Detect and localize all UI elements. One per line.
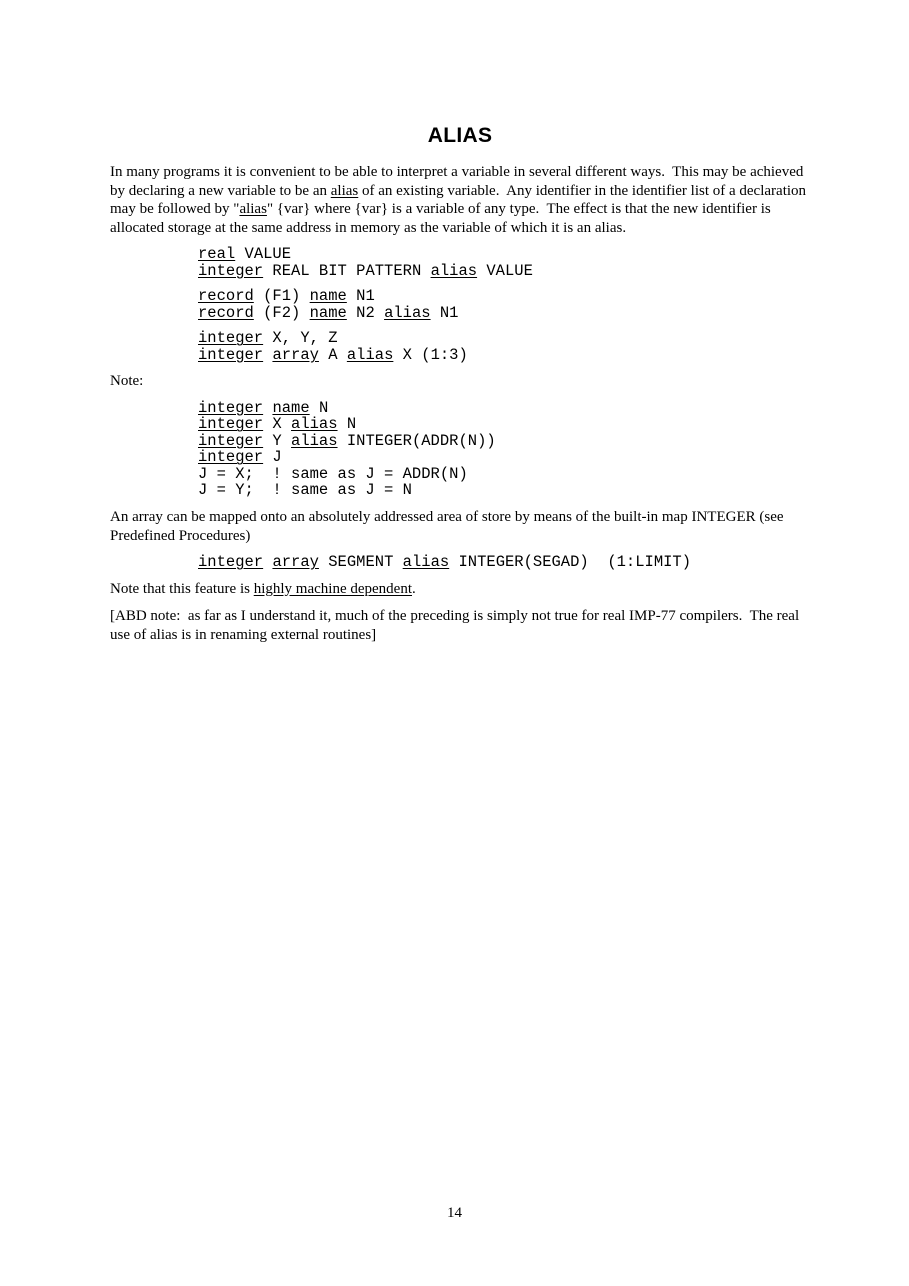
text-segment: SEGMENT [318, 553, 403, 572]
page-content [110, 125, 810, 653]
code-block-real-value [198, 246, 810, 279]
underlined-text: integer [198, 345, 264, 364]
underlined-text: real [198, 245, 236, 264]
text-segment: VALUE [235, 245, 292, 264]
text-segment: N [309, 398, 329, 417]
abd-note-paragraph: [ABD note: as far as I understand it, much of the preceding is simply not true for real IMP-77 compilers. The real use of alias is in renaming external routines] [110, 608, 803, 643]
text-segment: Y [263, 431, 292, 450]
note-label: Note: [110, 373, 144, 390]
underlined-text: integer [198, 261, 264, 280]
underlined-text: integer [198, 553, 264, 572]
underlined-text: record [198, 303, 254, 322]
underlined-text: array [272, 553, 319, 572]
underlined-text: name [272, 398, 310, 417]
underlined-text: alias [291, 415, 338, 434]
text-segment: X, Y, Z [263, 329, 338, 348]
machine-dependent-note [110, 580, 810, 599]
underlined-text: record [198, 287, 254, 306]
text-segment: INTEGER(ADDR(N)) [337, 431, 496, 450]
underlined-text: alias [346, 345, 394, 364]
underlined-text: integer [198, 329, 264, 348]
array-map-paragraph: An array can be mapped onto an absolutely addressed area of store by means of the built-in map INTEGER (see Predefined Procedures) [110, 508, 788, 544]
text-segment: (F1) [253, 287, 310, 306]
underlined-text: alias [402, 553, 450, 572]
underlined-text: integer [198, 448, 264, 467]
underlined-text: name [309, 287, 347, 306]
underlined-text: alias [239, 201, 267, 218]
code-line [198, 288, 810, 305]
code-line [198, 449, 810, 466]
text-segment: J [263, 448, 282, 467]
underlined-text: integer [198, 415, 264, 434]
underlined-text: integer [198, 398, 264, 417]
underlined-text: integer [198, 431, 264, 450]
text-segment: N1 [430, 303, 459, 322]
text-segment: N2 [346, 303, 385, 322]
text-segment: J = Y; ! same as J = N [198, 481, 412, 500]
underlined-text: highly machine dependent [253, 580, 413, 597]
intro-paragraph [110, 163, 810, 237]
text-segment: " {var} where {var} is a variable of any type. The effect is that the new identifier is allocated storage at the same address in memory as the variable of which it is an alias. [110, 201, 775, 236]
text-segment: REAL BIT PATTERN [263, 261, 431, 280]
text-segment: In many programs it is convenient to be able to interpret a variable in several different ways. This may be achieved by declaring a new variable to be an [110, 164, 808, 199]
code-line [198, 330, 810, 347]
underlined-text: array [272, 345, 319, 364]
code-line [198, 433, 810, 450]
code-line [198, 305, 810, 322]
text-segment: N1 [346, 287, 375, 306]
text-segment: (F2) [253, 303, 310, 322]
code-block-segment-alias [198, 554, 810, 571]
text-segment: X [263, 415, 292, 434]
text-segment: A [318, 345, 347, 364]
underlined-text: alias [291, 431, 338, 450]
underlined-text: alias [430, 261, 478, 280]
code-line [198, 482, 810, 499]
code-block-note-example [198, 400, 810, 499]
underlined-text: name [309, 303, 347, 322]
code-line [198, 416, 810, 433]
text-segment: X (1:3) [393, 345, 468, 364]
page-title: ALIAS [427, 124, 493, 147]
text-segment: of an existing variable. Any identifier in the identifier list of a declaration may be followed by " [110, 182, 810, 218]
code-line [198, 554, 810, 571]
code-line [198, 466, 810, 483]
underlined-text: alias [384, 303, 431, 322]
code-block-record-alias [198, 288, 810, 321]
underlined-text: alias [330, 182, 359, 199]
text-segment: INTEGER(SEGAD) (1:LIMIT) [449, 553, 692, 572]
code-line [198, 400, 810, 417]
text-segment: . [412, 580, 416, 597]
text-segment: Note that this feature is [110, 580, 254, 597]
text-segment: N [337, 415, 357, 434]
page-number: 14 [447, 1205, 462, 1221]
code-line [198, 246, 810, 263]
text-segment: J = X; ! same as J = ADDR(N) [198, 464, 468, 483]
code-block-integer-array-alias [198, 330, 810, 363]
code-line [198, 347, 810, 364]
code-line [198, 263, 810, 280]
text-segment: VALUE [477, 261, 533, 280]
